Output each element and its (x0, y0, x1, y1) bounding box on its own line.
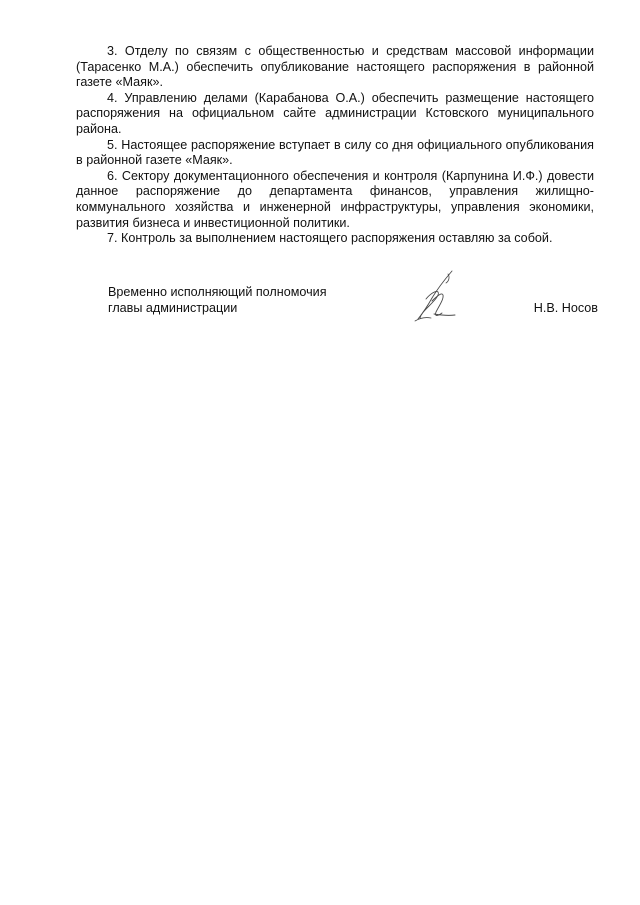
document-body (76, 44, 594, 247)
paragraph-3: 3. Отделу по связям с общественностью и средствам массовой информации (Тарасенко М.А.) обеспечить опубликование настоящего распоряжения в районной газете «Маяк». (76, 44, 594, 90)
signature-block (108, 285, 598, 325)
signatory-position-line-2: главы администрации (108, 300, 238, 315)
paragraph-4: 4. Управлению делами (Карабанова О.А.) обеспечить размещение настоящего распоряжения на официальном сайте администрации Кстовского муниципального района. (76, 90, 594, 136)
paragraph-7: 7. Контроль за выполнением настоящего распоряжения оставляю за собой. (107, 231, 553, 246)
signatory-position (108, 285, 368, 316)
signatory-name: Н.В. Носов (533, 300, 598, 315)
signatory-position-line-1: Временно исполняющий полномочия (108, 285, 327, 299)
handwritten-signature-icon (412, 268, 458, 324)
paragraph-5: 5. Настоящее распоряжение вступает в силу со дня официального опубликования в районной газете «Маяк». (76, 137, 594, 168)
paragraph-6: 6. Сектору документационного обеспечения и контроля (Карпунина И.Ф.) довести данное распоряжение до департамента финансов, управления жилищно-коммунального хозяйства и инженерной инфраструктуры, управления экономики, развития бизнеса и инвестиционной политики. (76, 168, 594, 230)
